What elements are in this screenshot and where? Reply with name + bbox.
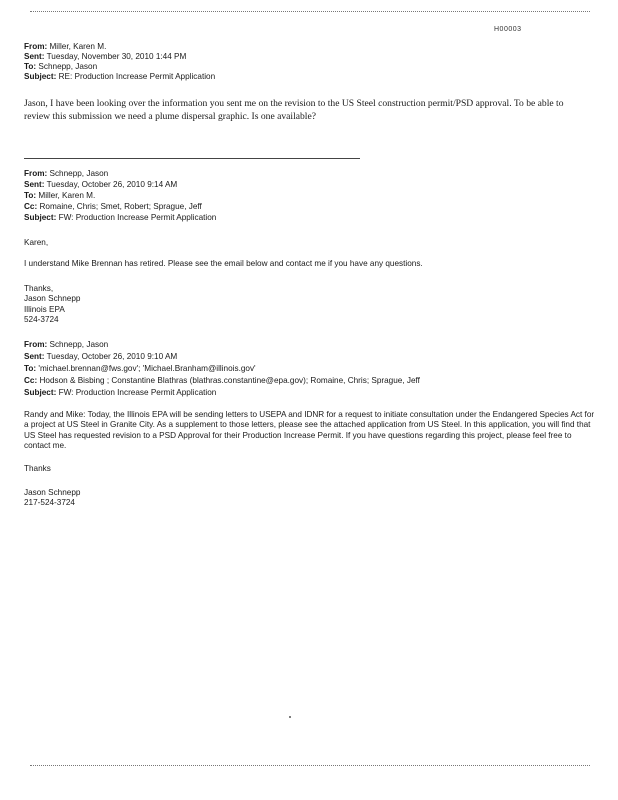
from-label: From: [24, 42, 48, 51]
sent-label: Sent: [24, 180, 45, 189]
email-2-body: I understand Mike Brennan has retired. Please see the email below and contact me if you have any questions. [24, 259, 423, 268]
email-3-closing: Thanks [24, 464, 51, 473]
scan-edge-bottom [30, 765, 590, 766]
from-value: Miller, Karen M. [49, 42, 107, 51]
sent-label: Sent: [24, 352, 45, 361]
subject-label: Subject: [24, 72, 57, 81]
from-label: From: [24, 169, 48, 178]
subject-value: RE: Production Increase Permit Application [58, 72, 216, 81]
cc-value: Romaine, Chris; Smet, Robert; Sprague, Jeff [39, 202, 202, 211]
from-value: Schnepp, Jason [49, 340, 109, 349]
signature-line: Thanks, [24, 284, 54, 293]
sent-value: Tuesday, October 26, 2010 9:10 AM [46, 352, 178, 361]
signature-line: 524-3724 [24, 315, 59, 325]
to-value: Miller, Karen M. [38, 191, 96, 200]
to-value: Schnepp, Jason [38, 62, 98, 71]
email-2-greeting: Karen, [24, 238, 49, 247]
email-separator [24, 158, 360, 159]
subject-value: FW: Production Increase Permit Application [58, 388, 217, 397]
document-id: H00003 [494, 26, 522, 33]
sent-value: Tuesday, October 26, 2010 9:14 AM [46, 180, 178, 189]
sent-label: Sent: [24, 52, 45, 61]
scan-edge-top [30, 11, 590, 12]
subject-label: Subject: [24, 388, 57, 397]
to-label: To: [24, 364, 37, 373]
scan-speck [289, 716, 291, 718]
signature-line: Jason Schnepp [24, 488, 81, 497]
email-3-signature [24, 488, 600, 509]
cc-value: Hodson & Bisbing ; Constantine Blathras (blathras.constantine@epa.gov); Romaine, Chris; Sprague, Jeff [39, 376, 420, 385]
sent-value: Tuesday, November 30, 2010 1:44 PM [46, 52, 187, 61]
email-1-body: Jason, I have been looking over the information you sent me on the revision to the US Steel construction permit/PSD approval. To be able to review this submission we need a plume dispersal graphic. Is one available? [24, 98, 564, 122]
signature-line: Jason Schnepp [24, 294, 81, 304]
to-label: To: [24, 191, 37, 200]
signature-line: 217-524-3724 [24, 498, 75, 508]
cc-label: Cc: [24, 202, 38, 211]
to-value: 'michael.brennan@fws.gov'; 'Michael.Branham@illinois.gov' [38, 364, 256, 373]
signature-line: Illinois EPA [24, 304, 65, 314]
cc-label: Cc: [24, 376, 38, 385]
email-2-signature [24, 284, 600, 326]
from-value: Schnepp, Jason [49, 169, 109, 178]
email-3-body: Randy and Mike: Today, the Illinois EPA will be sending letters to USEPA and IDNR for a request to initiate consultation under the Endangered Species Act for a project at US Steel in Granite City. As a supplement to those letters, please see the attached application from US Steel. In this application, you will find that US Steel has requested revision to a PSD Approval for their Production Increase Permit. If you have questions regarding this project, please feel free to contact me. [24, 410, 595, 451]
subject-value: FW: Production Increase Permit Application [58, 213, 217, 222]
to-label: To: [24, 62, 37, 71]
from-label: From: [24, 340, 48, 349]
subject-label: Subject: [24, 213, 57, 222]
